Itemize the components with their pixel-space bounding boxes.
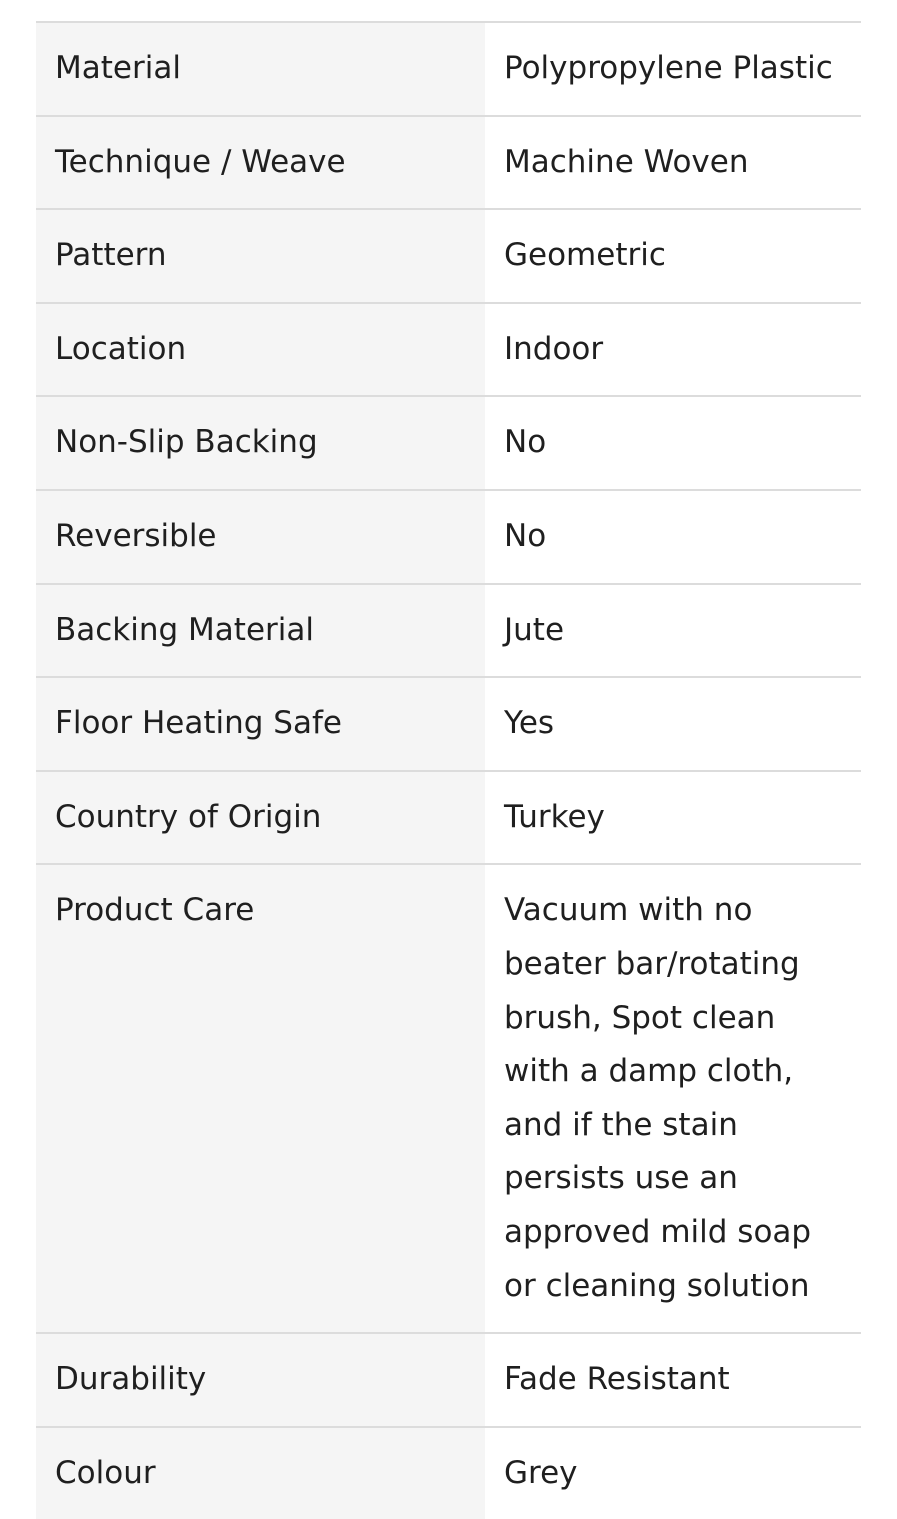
spec-value: Yes [485, 677, 861, 771]
spec-label: Country of Origin [36, 771, 485, 865]
spec-row-location [36, 303, 861, 397]
spec-label: Floor Heating Safe [36, 677, 485, 771]
spec-label: Colour [36, 1427, 485, 1519]
spec-row-non-slip-backing [36, 396, 861, 490]
spec-value: Machine Woven [485, 116, 861, 210]
spec-value: Geometric [485, 209, 861, 303]
spec-value: Turkey [485, 771, 861, 865]
spec-row-reversible [36, 490, 861, 584]
spec-row-pattern [36, 209, 861, 303]
spec-value: No [485, 396, 861, 490]
spec-row-country-of-origin [36, 771, 861, 865]
spec-label: Backing Material [36, 584, 485, 678]
spec-row-material [36, 22, 861, 116]
spec-label: Product Care [36, 864, 485, 1333]
spec-value: Vacuum with no beater bar/rotating brush, Spot clean with a damp cloth, and if the stain persists use an approved mild soap or cleaning solution [485, 864, 861, 1333]
spec-row-product-care [36, 864, 861, 1333]
spec-value: Grey [485, 1427, 861, 1519]
spec-row-colour [36, 1427, 861, 1519]
spec-value: Jute [485, 584, 861, 678]
spec-row-technique [36, 116, 861, 210]
spec-row-floor-heating-safe [36, 677, 861, 771]
spec-row-backing-material [36, 584, 861, 678]
product-specifications-table [36, 21, 861, 1519]
spec-label: Durability [36, 1333, 485, 1427]
spec-value: Polypropylene Plastic [485, 22, 861, 116]
spec-label: Pattern [36, 209, 485, 303]
spec-label: Non-Slip Backing [36, 396, 485, 490]
spec-table-body [36, 22, 861, 1519]
spec-label: Location [36, 303, 485, 397]
spec-label: Material [36, 22, 485, 116]
spec-row-durability [36, 1333, 861, 1427]
spec-label: Reversible [36, 490, 485, 584]
spec-value: No [485, 490, 861, 584]
spec-label: Technique / Weave [36, 116, 485, 210]
spec-value: Fade Resistant [485, 1333, 861, 1427]
spec-value: Indoor [485, 303, 861, 397]
